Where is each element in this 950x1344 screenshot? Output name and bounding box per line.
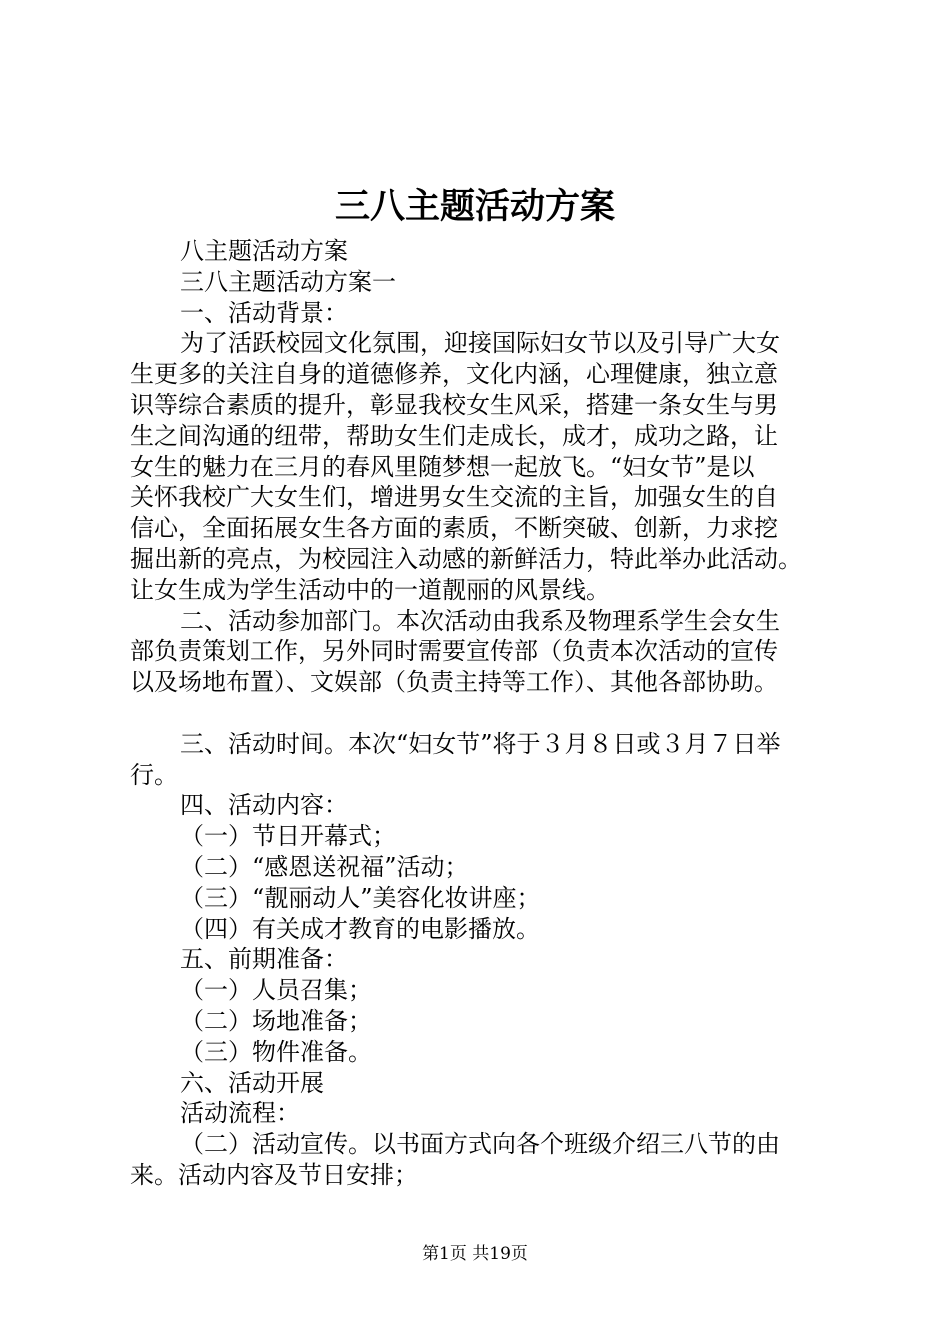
body-line: 生之间沟通的纽带，帮助女生们走成长，成才，成功之路，让 [130,421,778,450]
body-line: 行。 [130,760,178,789]
body-line: 部负责策划工作，另外同时需要宣传部（负责本次活动的宣传 [130,637,778,666]
list-item: （一）节日开幕式； [180,822,396,851]
document-body [130,236,830,1191]
body-line: 来。活动内容及节日安排； [130,1160,418,1189]
body-line: 生更多的关注自身的道德修养，文化内涵，心理健康，独立意 [130,360,778,389]
section-heading: 四、活动内容： [180,791,348,820]
body-line: 让女生成为学生活动中的一道靓丽的风景线。 [130,575,610,604]
section-heading: 五、前期准备： [180,945,348,974]
section-heading: 三、活动时间。本次“妇女节”将于３月８日或３月７日举 [180,729,781,758]
body-line: 关怀我校广大女生们，增进男女生交流的主旨，加强女生的自 [130,483,778,512]
body-line: 识等综合素质的提升，彰显我校女生风采，搭建一条女生与男 [130,390,778,419]
body-line: 信心，全面拓展女生各方面的素质，不断突破、创新，力求挖 [130,514,778,543]
body-line: 女生的魅力在三月的春风里随梦想一起放飞。“妇女节”是以 [130,452,755,481]
list-item: （二）场地准备； [180,1006,372,1035]
body-line: 三八主题活动方案一 [180,267,396,296]
list-item: （三）物件准备。 [180,1037,372,1066]
section-heading: 一、活动背景： [180,298,348,327]
body-line: 以及场地布置）、文娱部（负责主持等工作）、其他各部协助。 [130,668,778,697]
body-line: 活动流程： [180,1099,300,1128]
section-heading: 二、活动参加部门。本次活动由我系及物理系学生会女生 [180,606,780,635]
body-line: （二）活动宣传。以书面方式向各个班级介绍三八节的由 [180,1130,780,1159]
body-line: 八主题活动方案 [180,237,348,265]
blank-line [130,698,830,729]
page-footer: 第1页 共19页 [422,1244,528,1264]
list-item: （三）“靓丽动人”美容化妆讲座； [180,883,541,912]
body-line: 掘出新的亮点，为校园注入动感的新鲜活力，特此举办此活动。 [130,544,802,573]
body-line: 为了活跃校园文化氛围，迎接国际妇女节以及引导广大女 [180,329,780,358]
list-item: （二）“感恩送祝福”活动； [180,852,469,881]
section-heading: 六、活动开展 [180,1068,324,1097]
document-title: 三八主题活动方案 [334,186,615,227]
list-item: （四）有关成才教育的电影播放。 [180,914,540,943]
list-item: （一）人员召集； [180,976,372,1005]
